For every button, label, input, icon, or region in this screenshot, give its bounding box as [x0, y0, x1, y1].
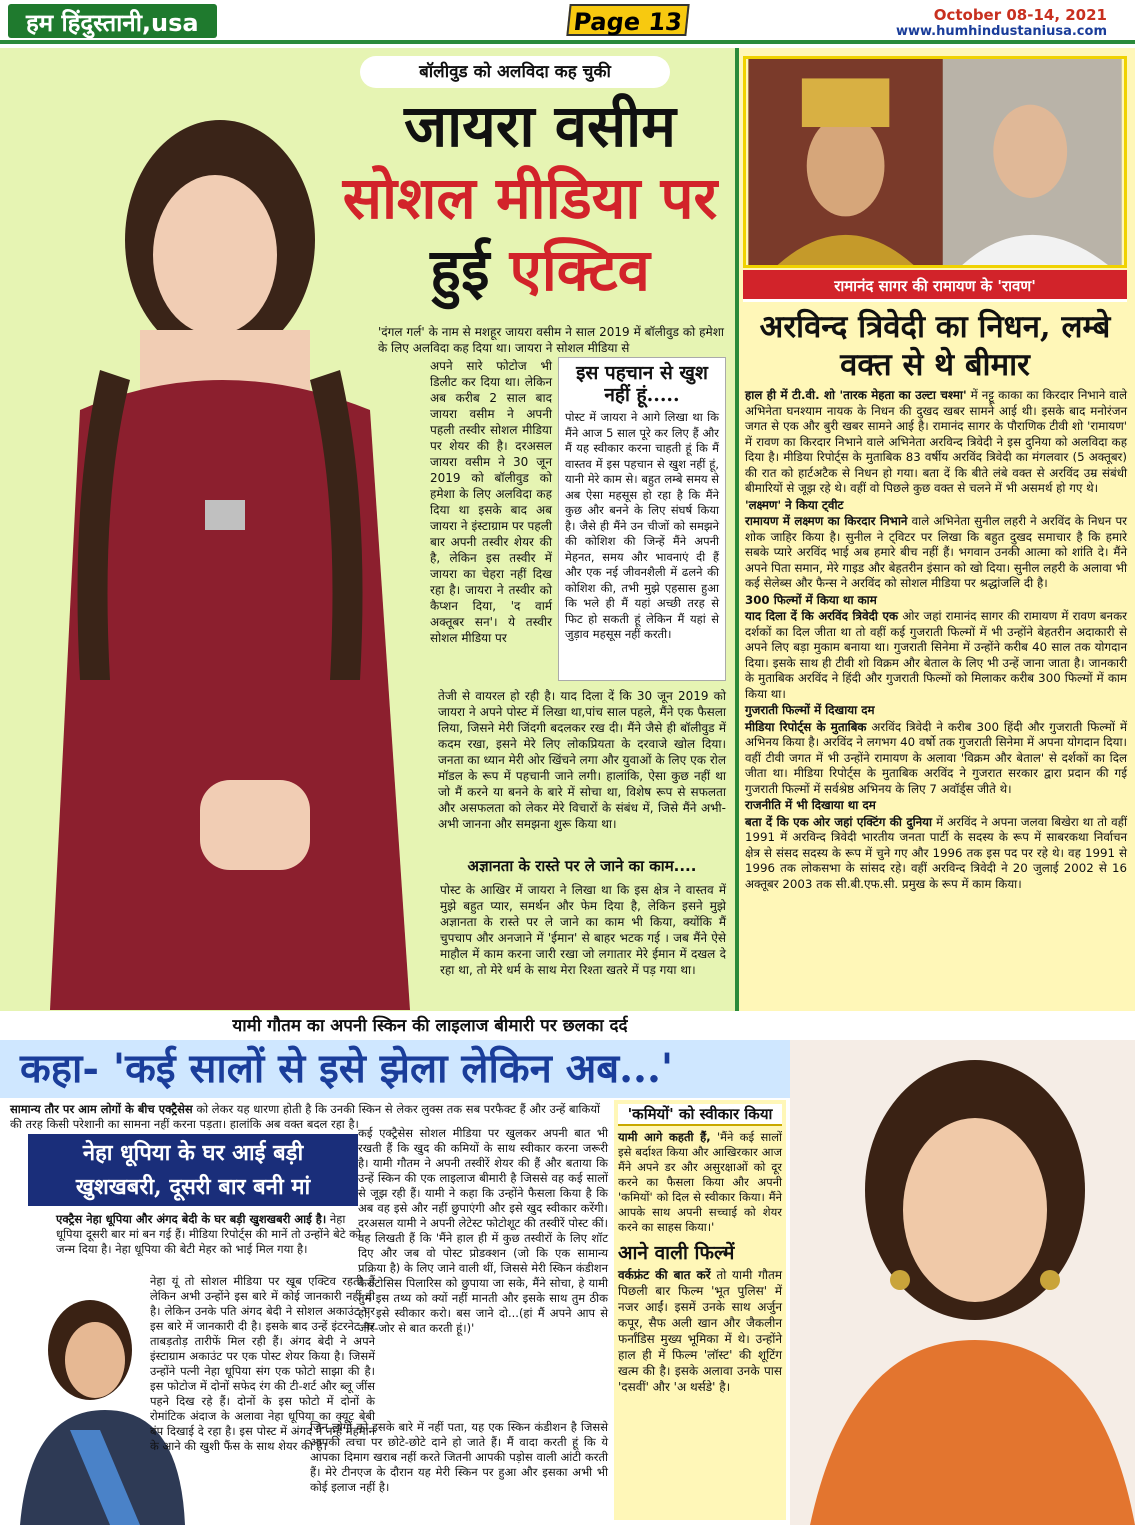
yami-intro-lead: सामान्य तौर पर आम लोगों के बीच एक्ट्रैसेस — [10, 1102, 193, 1116]
ravan-h-tweet: 'लक्ष्मण' ने किया ट्वीट — [745, 497, 844, 512]
ravan-h-gujarati: गुजराती फिल्मों में दिखाया दम — [745, 703, 875, 717]
zaira-box-title: इस पहचान से खुश नहीं हूं..... — [576, 362, 708, 406]
ravan-headline: अरविन्द त्रिवेदी का निधन, लम्बे वक्त से थे बीमार — [759, 309, 1111, 383]
ravan-h-politics: राजनीति में भी दिखाया था दम — [745, 798, 876, 812]
neha-title — [28, 1136, 358, 1204]
ravan-p3-text: ओर जहां रामानंद सागर की रामायण में रावण बनकर दर्शकों का दिल जीता था तो वहीं कई गुजराती फिल्मों में भी उन्होंने बेहतरीन अदाकारी से अपने लिए बड़ा मुकाम बनाया था। गुजराती सिनेमा में उन्होंने करीब 40 साल तक योगदान दिया। इसके साथ ही टीवी शो विक्रम और बेताल के लिए भी उन्हें जाना जाता है। जानकारी के मुताबिक अरविंद ने हिंदी और गुजराती फिल्मों को मिलाकर करीब 300 फिल्मों में काम किया था। — [745, 609, 1127, 701]
zaira-column-1: अपने सारे फोटोज भी डिलीट कर दिया था। लेकिन अब करीब 2 साल बाद जायरा वसीम ने अपनी पहली तस्वीर सोशल मीडिया पर शेयर की है। दरअसल जायरा वसीम ने 30 जून 2019 को बॉलीवुड को हमेशा के लिए अलविदा कह दिया था इसके बाद अब जायरा ने इंस्टाग्राम पर पहली बार अपनी तस्वीर शेयर की है, लेकिन इस तस्वीर में जायरा का चेहरा नहीं दिख रहा है। जायरा ने तस्वीर को कैप्शन दिया, 'द वार्म अक्तूबर सन'। ये तस्वीर सोशल मीडिया पर — [430, 359, 552, 645]
page-number: Page 13 — [566, 4, 689, 36]
website-url[interactable]: www.humhindustaniusa.com — [895, 24, 1107, 39]
ravan-subhead-gujarati — [745, 703, 1127, 719]
yami-headline: कहा- 'कई सालों से इसे झेला लेकिन अब...' — [20, 1045, 674, 1092]
zaira-intro: 'दंगल गर्ल' के नाम से मशहूर जायरा वसीम ने साल 2019 में बॉलीवुड को हमेशा के लिए अलविदा कह दिया था। जायरा ने सोशल मीडिया से — [378, 325, 724, 355]
ravan-paragraph-1 — [745, 388, 1127, 497]
yami-box-text — [618, 1130, 782, 1235]
yami-intro-text: को लेकर यह धारणा होती है कि उनकी स्किन से लेकर लुक्स तक सब परफैक्ट हैं और उन्हें बाकियों की तरह किसी परेशानी का सामना नहीं करना पड़ता। हालांकि अब वक्त बदल रहा है। — [10, 1102, 600, 1131]
paper-name: हम हिंदुस्तानी,usa — [8, 4, 217, 38]
ravan-paragraph-2 — [745, 514, 1127, 592]
neha-p1-lead: एक्ट्रैस नेहा धूपिया और अंगद बेदी के घर बड़ी खुशखबरी आई है। — [56, 1212, 327, 1226]
ravan-p2-lead: रामायण में लक्ष्मण का किरदार निभाने — [745, 514, 908, 528]
zaira-headline-line1: जायरा वसीम — [404, 92, 676, 160]
zaira-box-text: पोस्ट में जायरा ने आगे लिखा था कि मैंने आज 5 साल पूरे कर लिए हैं और मैं यह स्वीकार करना चाहती हूं कि मैं वास्तव में इस पहचान से खुश नहीं हूं, यानी मेरे काम से। बहुत लम्बे समय से अब ऐसा महसूस हो रहा है कि मैंने कुछ और बनने के लिए संघर्ष किया है। जैसे ही मैंने उन चीजों को समझने की कोशिश की जिन्हें मैंने अपनी मेहनत, समय और भावनाएं दी हैं और एक नई जीवनशैली में ढलने की कोशिश की, तभी मुझे एहसास हुआ कि भले ही मैं यहां अच्छी तरह से फिट हो सकती हूं लेकिन मैं यहां से जुड़ाव महसूस नहीं करती। — [565, 410, 719, 641]
yami-middle-text: कई एक्ट्रैसेस सोशल मीडिया पर खुलकर अपनी बात भी रखती हैं कि खुद की कमियों के साथ स्वीकार करना जरूरी है। यामी गौतम ने अपनी तस्वीरें शेयर की हैं और बताया कि उन्हें स्किन की एक लाइलाज बीमारी है जिससे वह कई सालों से जूझ रही हैं। यामी ने कहा कि उन्होंने फैसला किया है कि अब वह इसे और नहीं छुपाएंगी और इसे खुद स्वीकार करेंगी। दरअसल यामी ने अपनी लेटेस्ट फोटोशूट की तस्वीरें पोस्ट कीं। वह लिखती हैं कि 'मैंने हाल ही में कुछ तस्वीरों के लिए शॉट दिए और जब वो पोस्ट प्रोडक्शन (जो कि एक सामान्य प्रक्रिया है) के लिए जाने वाली थीं, जिससे मेरी स्किन कंडीशन केराटोसिस पिलारिस को छुपाया जा सके, मैंने सोचा, हे यामी तुम इस तथ्य को क्यों नहीं मानती और इसके साथ तुम ठीक हो, इसे स्वीकार करो। बस जाने दो...(हां मैं अपने आप से जोर-जोर से बात करती हूं।)' — [358, 1126, 608, 1335]
zaira-ending: पोस्ट के आखिर में जायरा ने लिखा था कि इस क्षेत्र ने वास्तव में मुझे बहुत प्यार, समर्थन और फेम दिया है, लेकिन इसने मुझे अज्ञानता के रास्ते पर ले जाने का काम भी किया, क्योंकि मैं चुपचाप और अनजाने में 'ईमान' से बाहर भटक गई । जब मैंने ऐसे माहौल में काम करना जारी रखा जो लगातार मेरे ईमान में दखल दे रहा था, तो मेरे धर्म के साथ मेरा रिश्ता खतरे में पड़ गया था। — [440, 883, 726, 977]
neha-title-line1: नेहा धूपिया के घर आई बड़ी — [82, 1140, 304, 1166]
ravan-p1-text: में नट्टू काका का किरदार निभाने वाले अभिनेता घनश्याम नायक के निधन की दुखद खबर सामने आई थी। इसके बाद मनोरंजन जगत से एक और बुरी खबर सामने आई है। रामानंद सागर के पौराणिक टीवी शो 'रामायण' में रावण का किरदार निभाने वाले अभिनेता अरविन्द त्रिवेदी ने इस दुनिया को अलविदा कह दिया है। मीडिया रिपोर्ट्स के मुताबिक 83 वर्षीय अरविंद त्रिवेदी का मंगलवार (5 अक्तूबर) की रात को हार्टअटैक से निधन हो गया। बता दें कि बीते लंबे वक्त से अरविंद उम्र संबंधी बीमारियों से जूझ रहे थे। वहीं वो पिछले कुछ वक्त से चलने में भी असमर्थ हो गए थे। — [745, 388, 1127, 495]
ravan-paragraph-3 — [745, 609, 1127, 702]
yami-box-body: 'मैंने कई सालों इसे बर्दाश्त किया और आखिरकार आज मैंने अपने डर और असुरक्षाओं को दूर करने का फैसला किया और अपनी 'कमियों' को दिल से स्वीकार किया। मैंने आपके साथ अपनी सच्चाई को शेयर करने का साहस किया।' — [618, 1130, 782, 1234]
yami-box-lead: यामी आगे कहती हैं, — [618, 1130, 711, 1144]
neha-paragraph-1 — [56, 1212, 368, 1257]
neha-paragraph-2: नेहा यूं तो सोशल मीडिया पर खूब एक्टिव रहती हैं लेकिन अभी उन्होंने इस बारे में कोई जानकारी नहीं दी है। लेकिन उनके पति अंगद बेदी ने सोशल अकाउंट पर इस बारे में जानकारी दी है। इसके बाद उन्हें इंटरनेट पर ताबड़तोड़ तारीफें मिल रही हैं। अंगद बेदी ने अपने इंस्टाग्राम अकाउंट पर एक पोस्ट शेयर किया है। जिसमें उन्होंने पत्नी नेहा धूपिया संग एक फोटो साझा की है। इस फोटोज में दोनों सफेद रंग की टी-शर्ट और ब्लू जींस पहने दिख रहे हैं। दोनों के इस फोटो में दोनों के रोमांटिक अंदाज के अलावा नेहा धूपिया का क्यूट बेबी बंप दिखाई दे रहा है। इस पोस्ट में अंगद ने नन्हे मेहमान के आने की खुशी फैंस के साथ शेयर की है। — [150, 1274, 375, 1453]
ravan-subhead-politics — [745, 798, 1127, 814]
yami-box-subheading: आने वाली फिल्में — [618, 1242, 735, 1264]
ravan-subhead-tweet — [745, 498, 1127, 514]
yami-box2-lead: वर्कफ्रंट की बात करें — [618, 1268, 711, 1282]
zaira-headline-line2: सोशल मीडिया पर — [342, 164, 718, 232]
ravan-tag: रामानंद सागर की रामायण के 'रावण' — [743, 270, 1127, 302]
ravan-p1-lead: हाल ही में टी.वी. शो 'तारक मेहता का उल्टा चश्मा' — [745, 388, 967, 402]
yami-box2-body: तो यामी गौतम पिछली बार फिल्म 'भूत पुलिस' में नजर आईं। इसमें उनके साथ अर्जुन कपूर, सैफ अली खान और जैकलीन फर्नांडिस मुख्य भूमिका में थे। उन्होंने हाल ही में फिल्म 'लॉस्ट' की शूटिंग खत्म की है। इसके अलावा उनके पास 'दसवीं' और 'अ थर्सडे' है। — [618, 1268, 782, 1394]
issue-date: October 08-14, 2021 — [933, 6, 1107, 24]
arvind-trivedi-photo — [743, 56, 1127, 268]
ravan-p4-text: अरविंद त्रिवेदी ने करीब 300 हिंदी और गुजराती फिल्मों में अभिनय किया है। अरविंद ने लगभग 40 वर्षो तक गुजराती सिनेमा में अपना योगदान दिया। वहीं टीवी जगत में भी उन्होंने रामायण के अलावा 'विक्रम और बेताल' से दर्शकों का दिल जीता था। मीडिया रिपोर्ट्स के मुताबिक अरविंद ने गुजरात सरकार द्वारा प्रदान की गई गुजराती फिल्मों में सर्वश्रेष्ठ अभिनय के लिए 7 अवॉर्ड्स जीते थे। — [745, 719, 1127, 796]
ravan-p5-text: में अरविंद ने अपना जलवा बिखेरा था तो वहीं 1991 में अरविन्द त्रिवेदी भारतीय जनता पार्टी के सदस्य के रूप में साबरकथा निर्वाचन क्षेत्र से संसद सदस्य के रूप में चुने गए और 1996 तक इस पद पर रहे थे। वह 1991 से 1996 तक लोकसभा के सांसद रहे। वहीं अरविन्द त्रिवेदी ने 20 जुलाई 2002 से 16 अक्तूबर 2003 तक सी.बी.एफ.सी. प्रमुख के रूप में काम किया। — [745, 814, 1128, 891]
yami-sidebar-box — [614, 1100, 786, 1520]
ravan-p4-lead: मीडिया रिपोर्ट्स के मुताबिक — [745, 719, 867, 734]
zaira-headline-line3-a: हुई — [430, 236, 510, 304]
yami-bottom-text: जिन लोगों को इसके बारे में नहीं पता, यह एक स्किन कंडीशन है जिससे आपकी त्वचा पर छोटे-छोटे दाने हो जाते हैं। मैं वादा करती हूं कि ये आपका दिमाग खराब नहीं करते जितनी आपकी पड़ोस वाली आंटी करती हैं। मेरे टीनएज के दौरान यह मेरी स्किन पर हुआ और इसका अभी भी कोई इलाज नहीं है। — [310, 1420, 608, 1494]
yami-kicker: यामी गौतम का अपनी स्किन की लाइलाज बीमारी पर छलका दर्द — [232, 1016, 628, 1036]
ravan-p5-lead: बता दें कि एक ओर जहां एक्टिंग की दुनिया — [745, 814, 933, 829]
zaira-sidebar-box — [558, 357, 726, 681]
ravan-paragraph-4 — [745, 720, 1127, 798]
ravan-body — [745, 388, 1127, 893]
zaira-subheading: अज्ञानता के रास्ते पर ले जाने का काम.... — [467, 857, 697, 875]
zaira-headline-line3 — [400, 236, 680, 304]
ravan-h-films: 300 फिल्मों में किया था काम — [745, 592, 877, 607]
zaira-kicker: बॉलीवुड को अलविदा कह चुकी — [360, 56, 670, 88]
neha-title-line2: खुशखबरी, दूसरी बार बनी मां — [75, 1174, 311, 1200]
yami-box-title: 'कमियों' को स्वीकार किया — [618, 1104, 782, 1126]
ravan-paragraph-5 — [745, 815, 1127, 893]
yami-gautam-photo — [790, 1040, 1135, 1525]
ravan-subhead-films — [745, 593, 1127, 609]
yami-box-text-2 — [618, 1267, 782, 1395]
zaira-continuation: तेजी से वायरल हो रही है। याद दिला दें कि 30 जून 2019 को जायरा ने अपने पोस्ट में लिखा था,पांच साल पहले, मैंने एक फैसला लिया, जिसने मेरी जिंदगी बदलकर रख दी। मैंने जैसे ही बॉलीवुड में कदम रखा, इसने मेरे लिए लोकप्रियता के दरवाजे खोल दिया। जनता का ध्यान मेरी ओर खिंचने लगा और युवाओं के लिए एक रोल मॉडल के रूप में पहचानी जाने लगी। हालांकि, ऐसा कुछ नहीं था जो मैं करने या बनने के बारे में सोचा था, विशेष रूप से सफलता और असफलता को लेकर मेरे विचारों के संबंध में, जिसे मैंने अभी-अभी जानना और समझना शुरू किया था। — [438, 689, 726, 831]
neha-p1-text: नेहा धूपिया दूसरी बार मां बन गई हैं। मीडिया रिपोर्ट्स की मानें तो उन्होंने बेटे को जन्म दिया है। नेहा धूपिया की बेटी मेहर को भाई मिल गया है। — [56, 1212, 361, 1256]
ravan-p3-lead: याद दिला दें कि अरविंद त्रिवेदी एक — [745, 609, 899, 623]
zaira-headline-line3-b: एक्टिव — [509, 236, 650, 304]
ravan-p2-text: वाले अभिनेता सुनील लहरी ने अरविंद के निधन पर शोक जाहिर किया है। सुनील ने ट्विटर पर लिखा कि बहुत दुखद समाचार है कि हमारे सबके प्यारे अरविंद भाई अब हमारे बीच नहीं हैं। भगवान उनकी आत्मा को शांति दे। मैंने अपने पिता समान, मेरे गाइड और बेहतरीन इंसान को खो दिया। सुनील लहरी के अलावा भी कई सेलेब्स और फैन्स ने अरविंद को सोशल मीडिया पर श्रद्धांजलि दी है। — [745, 514, 1128, 590]
